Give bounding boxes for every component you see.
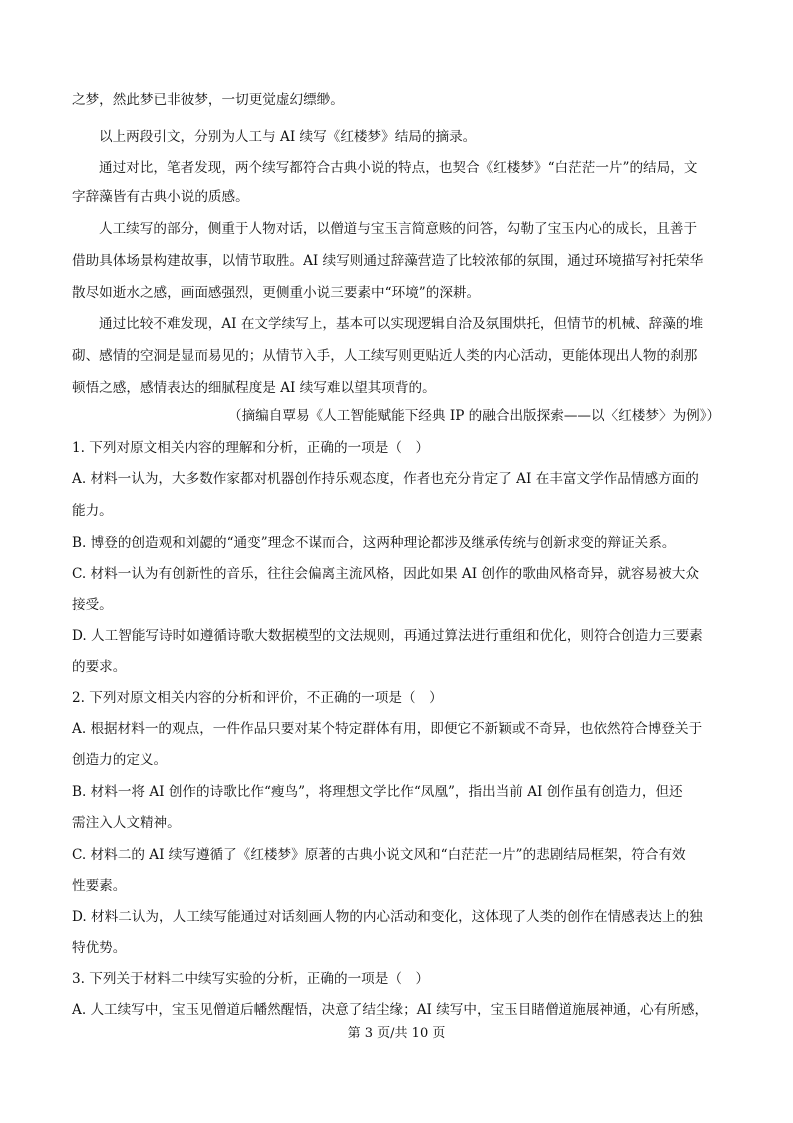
question-stem: 3. 下列关于材料二中续写实验的分析，正确的一项是（ ） <box>72 971 430 987</box>
option-text: 性要素。 <box>72 878 127 894</box>
option-text: C. 材料二的 AI 续写遵循了《红楼梦》原著的古典小说文风和“白茫茫一片”的悲剧结局框架，符合有效 <box>72 847 686 863</box>
option-text: 的要求。 <box>72 659 127 675</box>
text-line: 散尽如逝水之感，画面感强烈，更侧重小说三要素中“环境”的深耕。 <box>72 285 481 301</box>
text-line: 通过比较不难发现，AI 在文学续写上，基本可以实现逻辑自洽及氛围烘托，但情节的机械、辞藻的堆 <box>99 316 704 332</box>
option-text: B. 博登的创造观和刘勰的“通变”理念不谋而合，这两种理论都涉及继承传统与创新求变的辩证关系。 <box>72 535 676 551</box>
option-text: C. 材料一认为有创新性的音乐，往往会偏离主流风格，因此如果 AI 创作的歌曲风格奇异，就容易被大众 <box>72 566 699 582</box>
text-line: 以上两段引文，分别为人工与 AI 续写《红楼梦》结局的摘录。 <box>99 129 477 145</box>
question-stem: 2. 下列对原文相关内容的分析和评价，不正确的一项是（ ） <box>72 690 443 706</box>
option-text: 接受。 <box>72 597 113 613</box>
text-line: 顿悟之感，感情表达的细腻程度是 AI 续写难以望其项背的。 <box>72 380 436 396</box>
text-line: 人工续写的部分，侧重于人物对话，以僧道与宝玉言简意赅的问答，勾勒了宝玉内心的成长，且善于 <box>99 221 698 237</box>
page-footer: 第 3 页/共 10 页 <box>347 1026 446 1041</box>
option-text: A. 人工续写中，宝玉见僧道后幡然醒悟，决意了结尘缘；AI 续写中，宝玉目睹僧道施展神通，心有所感， <box>72 1002 709 1018</box>
text-line: 字辞藻皆有古典小说的质感。 <box>72 189 249 205</box>
option-text: A. 材料一认为，大多数作家都对机器创作持乐观态度，作者也充分肯定了 AI 在丰富文学作品情感方面的 <box>72 471 699 487</box>
option-text: 需注入人文精神。 <box>72 815 181 831</box>
option-text: B. 材料一将 AI 创作的诗歌比作“瘦鸟”，将理想文学比作“凤凰”，指出当前 AI 创作虽有创造力，但还 <box>72 784 683 800</box>
option-text: 特优势。 <box>72 940 127 956</box>
text-line: 借助具体场景构建故事，以情节取胜。AI 续写则通过辞藻营造了比较浓郁的氛围，通过环境描写衬托荣华 <box>72 253 704 269</box>
option-text: D. 材料二认为，人工续写能通过对话刻画人物的内心活动和变化，这体现了人类的创作在情感表达上的独 <box>72 909 703 925</box>
option-text: D. 人工智能写诗时如遵循诗歌大数据模型的文法规则，再通过算法进行重组和优化，则符合创造力三要素 <box>72 628 703 644</box>
option-text: 能力。 <box>72 503 113 519</box>
text-line: 砌、感情的空洞是显而易见的；从情节入手，人工续写则更贴近人类的内心活动，更能体现出人物的刹那 <box>72 348 698 364</box>
text-line: 通过对比，笔者发现，两个续写都符合古典小说的特点，也契合《红楼梦》“白茫茫一片”的结局，文 <box>99 160 698 176</box>
option-text: A. 根据材料一的观点，一件作品只要对某个特定群体有用，即便它不新颖或不奇异，也依然符合博登关于 <box>72 721 703 737</box>
question-stem: 1. 下列对原文相关内容的理解和分析，正确的一项是（ ） <box>72 440 430 456</box>
option-text: 创造力的定义。 <box>72 752 168 768</box>
text-line: 之梦，然此梦已非彼梦，一切更觉虚幻缥缈。 <box>72 92 344 108</box>
citation: （摘编自覃易《人工智能赋能下经典 IP 的融合出版探索——以〈红楼梦〉为例》） <box>228 408 721 424</box>
